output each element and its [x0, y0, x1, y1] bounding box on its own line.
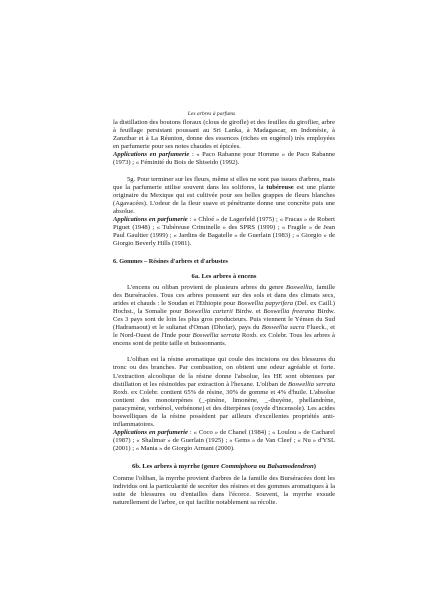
paragraph-tubereuse: 5g. Pour terminer sur les fleurs, même si elles ne sont pas issues d'arbres, mais que la parfumerie utilise souvent dans les solifores, la tubéreuse est une plante originaire du Mexique qui est cultivée pour ses belles grappes de fleurs blanches (Agavacées). L'odeur de la fleur suave et pénétrante donne une concrète puis une absolue. [113, 175, 335, 215]
subsection-heading-encens: 6a. Les arbres à encens [191, 272, 257, 280]
paragraph-myrrhe: Comme l'oliban, la myrrhe provient d'arbres de la famille des Burséracées dont les individus ont la particularité de secréter des résines et des gommes aromatiques à la suite de blessures ou d'entailles dans l'écorce. Souvent, la myrrhe exsude naturellement de l'arbre, ce qui facilite notablement sa récolte. [113, 474, 335, 506]
term-tubereuse: tubéreuse [266, 183, 294, 191]
text-column [113, 119, 335, 507]
applications-girofle: Applications en parfumerie : « Paco Rabanne pour Homme » de Paco Rabanne (1973) ; « Féminité du Bois de Shiseido (1992). [113, 151, 335, 167]
paragraph-oliban-resine: L'oliban est la résine aromatique qui coule des incisions ou des blessures du tronc ou des branches. Par combustion, on obtient une odeur agréable et forte. L'extraction alcoolique de la résine donne l'absolue, les HE sont obtenues par distillation et les résinoïdes par extraction à l'hexane. L'oliban de Boswellia serrata Roxb. ex Colebr. contient 65% de résine, 30% de gomme et 4% d'huile. L'absolue contient des monoterpènes (_-pinène, limonène, _-thuyène, phellandrène, paracymène, verbénol, verbénone) et des diterpènes (oxyde d'incensole). Les acides boswelliques de la résine possèdent par ailleurs d'excellentes propriétés anti-inflammatoires. [113, 356, 335, 429]
paragraph-girofle: la distillation des boutons floraux (clous de girofle) et des feuilles du giroflier, arbre à feuillage persistant poussant au Sri Lanka, à Madagascar, en Indonésie, à Zanzibar et à La Réunion, donne des essences (riches en eugénol) très employées en parfumerie pour ses notes chaudes et épicées. [113, 119, 335, 151]
paragraph-encens-origine: L'encens ou oliban provient de plusieurs arbres du genre Boswellia, famille des Burséracées. Tous ces arbres poussent sur des sols et dans des climats secs, arides et chauds : le Soudan et l'Ethiopie pour Boswellia papyrifera (Del. ex Caill.) Hochst., la Somalie pour Boswellia carterii Birdw. et Boswellia freerana Birdw. Ces 3 pays sont de loin les plus gros producteurs. Puis viennent le Yémen du Sud (Hadramaout) et le sultanat d'Oman (Dhofar), pays du Boswellia sacra Flueck., et le Nord-Ouest de l'Inde pour Boswellia serrata Roxb. ex Colebr. Tous les arbres à encens sont de petite taille et buissonnants. [113, 283, 335, 348]
section-heading-gommes-resines: 6. Gommes – Résines d'arbres et d'arbustes [113, 258, 228, 266]
applications-tubereuse: Applications en parfumerie : « Chloé » de Lagerfeld (1975) ; « Fracas » de Robert Piguet (1948) ; « Tubéreuse Criminelle » des SPRS (1999) ; « Fragile » de Jean Paul Gaultier (1999) ; « Jardins de Bagatelle » de Guerlain (1983) ; « Giorgio » de Giorgio Beverly Hills (1981). [113, 216, 335, 248]
applications-label: Applications en parfumerie [113, 429, 188, 437]
applications-label: Applications en parfumerie [113, 151, 190, 159]
applications-label: Applications en parfumerie [113, 216, 188, 224]
subsection-heading-myrrhe: 6b. Les arbres à myrrhe (genre Commiphora ou Balsamodendron) [132, 463, 316, 471]
running-head: Les arbres à parfums [187, 111, 236, 117]
applications-encens: Applications en parfumerie : « Coco » de Chanel (1984) ; « Loulou » de Cacharel (1987) ; « Shalimar » de Guerlain (1925) ; « Gems » de Van Cleef ; « Nu » d'YSL (2001) ; « Mania » de Giorgio Armani (2000). [113, 429, 335, 453]
